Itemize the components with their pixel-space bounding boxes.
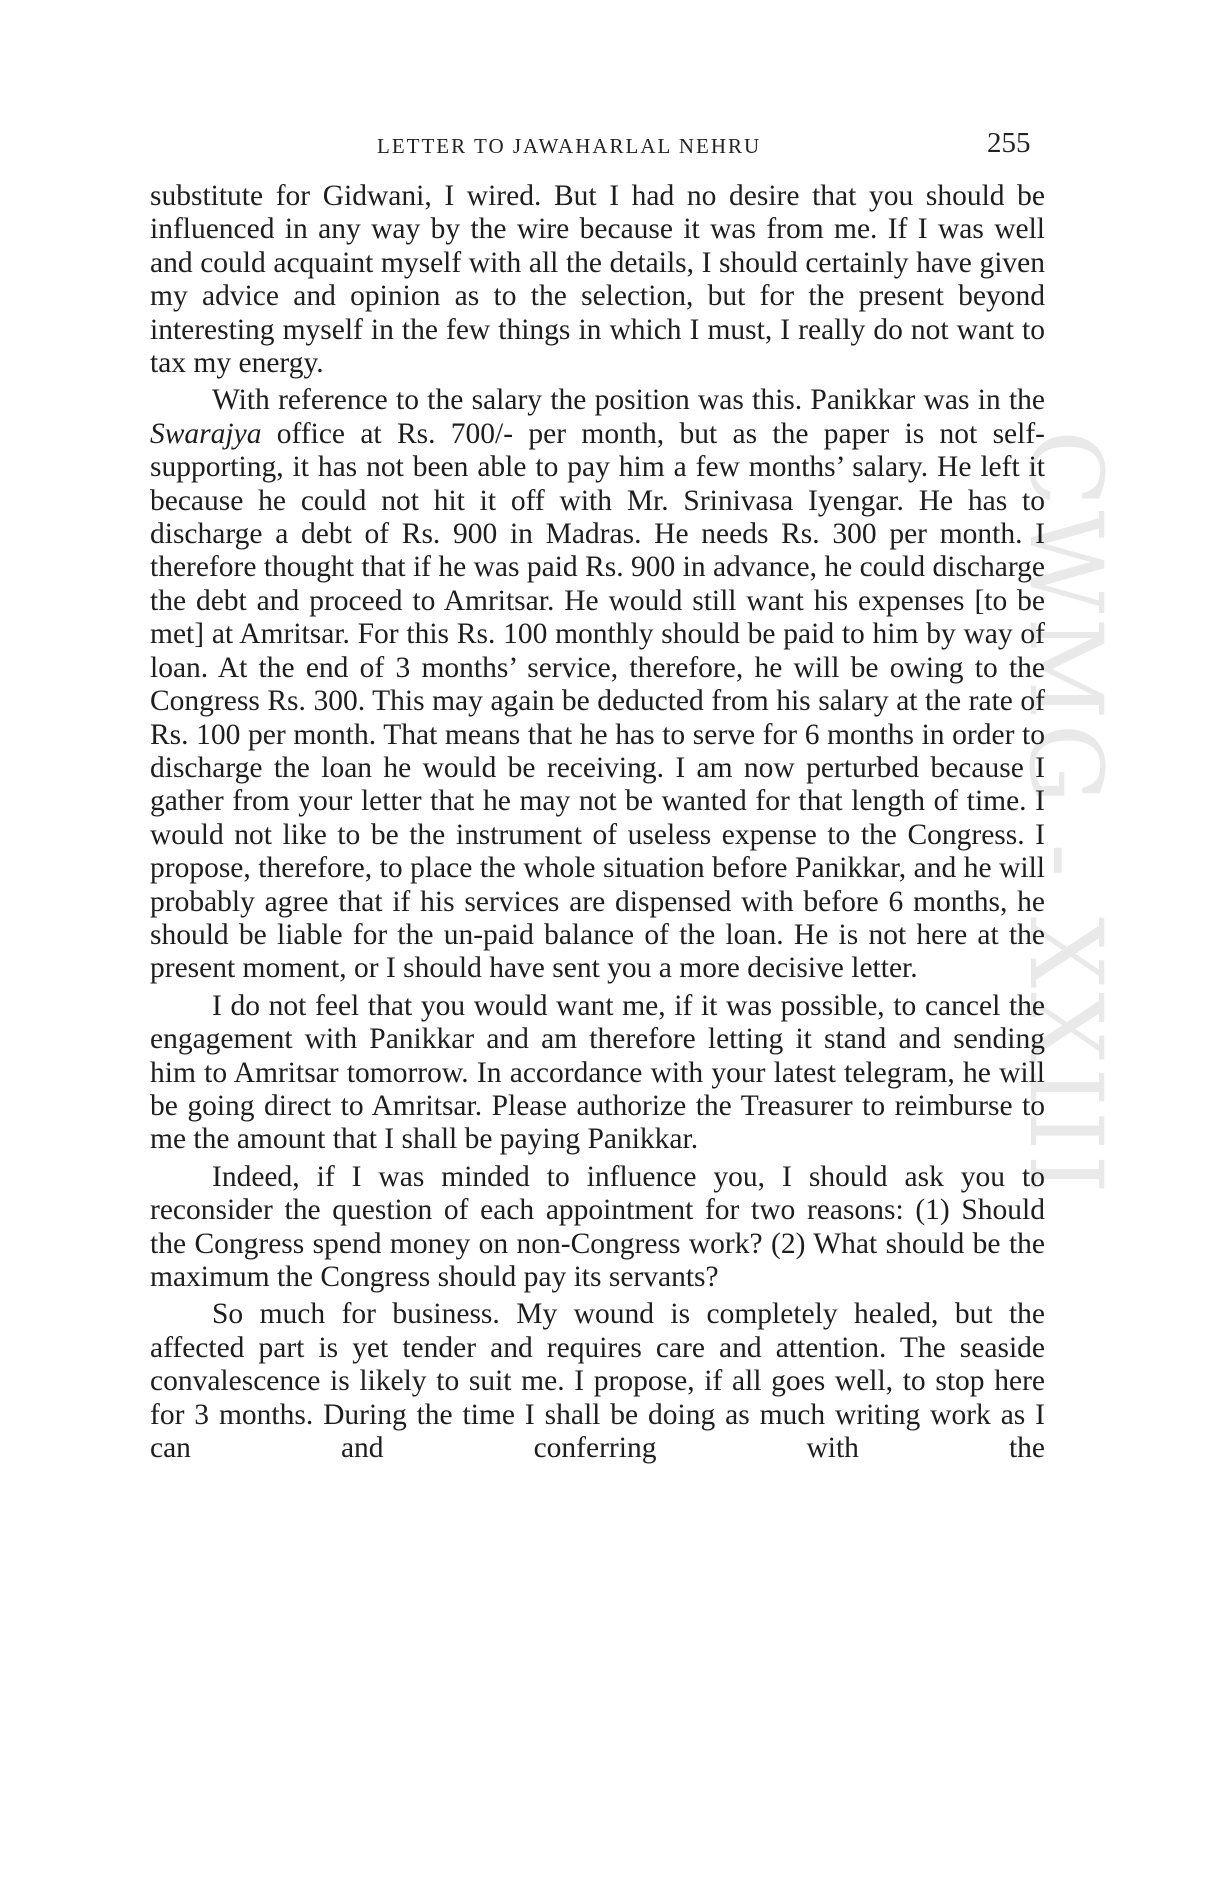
paragraph-5: So much for business. My wound is completely healed, but the affected part is yet tender and requires care and attention. The seaside convalescence is likely to suit me. I propose, if all goes well, to stop here for 3 months. During the time I shall be doing as much writing work as I can and conferring with the <box>150 1298 1045 1465</box>
running-head: LETTER TO JAWAHARLAL NEHRU <box>377 134 762 158</box>
body-text <box>150 180 1045 1469</box>
paragraph-2 <box>150 384 1045 985</box>
paragraph-4: Indeed, if I was minded to influence you, I should ask you to reconsider the question of each appointment for two reasons: (1) Should the Congress spend money on non-Congress work? (2) What should be the maximum the Congress should pay its servants? <box>150 1160 1045 1293</box>
paragraph-3: I do not feel that you would want me, if it was possible, to cancel the engagement with Panikkar and am therefore letting it stand and sending him to Amritsar tomorrow. In accordance with your latest telegram, he will be going direct to Amritsar. Please authorize the Treasurer to reimburse to me the amount that I shall be paying Panikkar. <box>150 989 1045 1156</box>
watermark: CWMG - XXIII <box>1007 430 1124 1198</box>
paper-name-swarajya: Swarajya <box>150 417 262 450</box>
page-number: 255 <box>987 127 1031 159</box>
paragraph-2-part-1: With reference to the salary the position was this. Panikkar was in the <box>212 384 1045 417</box>
paragraph-1: substitute for Gidwani, I wired. But I had no desire that you should be influenced in any way by the wire because it was from me. If I was well and could acquaint myself with all the details, I should certainly have given my advice and opinion as to the selection, but for the present beyond interesting myself in the few things in which I must, I really do not want to tax my energy. <box>150 180 1045 380</box>
paragraph-2-part-2: office at Rs. 700/- per month, but as the paper is not self-supporting, it has not been able to pay him a few months’ salary. He left it because he could not hit it off with Mr. Srinivasa Iyengar. He has to discharge a debt of Rs. 900 in Madras. He needs Rs. 300 per month. I therefore thought that if he was paid Rs. 900 in advance, he could discharge the debt and proceed to Amritsar. He would still want his expenses [to be met] at Amritsar. For this Rs. 100 monthly should be paid to him by way of loan. At the end of 3 months’ service, therefore, he will be owing to the Congress Rs. 300. This may again be deducted from his salary at the rate of Rs. 100 per month. That means that he has to serve for 6 months in order to discharge the loan he would be receiving. I am now perturbed because I gather from your letter that he may not be wanted for that length of time. I would not like to be the instrument of useless expense to the Congress. I propose, therefore, to place the whole situation before Panikkar, and he will probably agree that if his services are dispensed with before 6 months, he should be liable for the un-paid balance of the loan. He is not here at the present moment, or I should have sent you a more decisive letter. <box>150 417 1045 985</box>
